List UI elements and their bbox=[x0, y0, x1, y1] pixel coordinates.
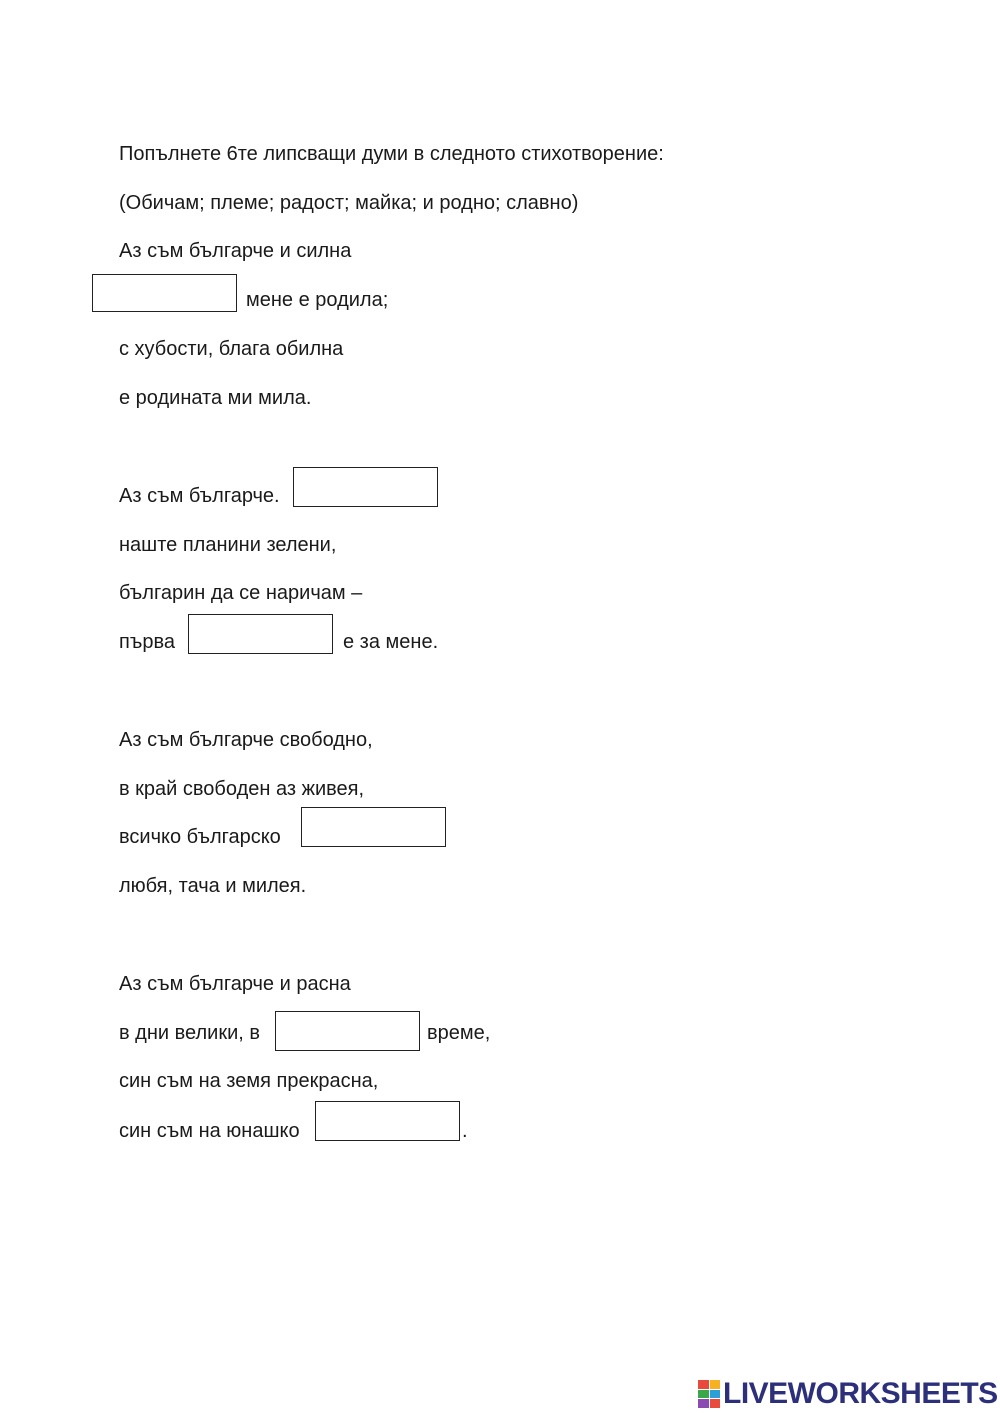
stanza3-line2: в край свободен аз живея, bbox=[119, 778, 365, 800]
word-bank: (Обичам; племе; радост; майка; и родно; славно) bbox=[119, 192, 579, 214]
stanza4-line4-end: . bbox=[462, 1120, 468, 1142]
stanza2-line2: наште планини зелени, bbox=[119, 534, 337, 556]
stanza3-line3: всичко българско bbox=[119, 826, 281, 848]
answer-blank-4[interactable] bbox=[301, 807, 446, 847]
stanza3-line4: любя, тача и милея. bbox=[119, 875, 307, 897]
stanza1-line3: с хубости, блага обилна bbox=[119, 338, 344, 360]
stanza4-line2-start: в дни велики, в bbox=[119, 1022, 260, 1044]
stanza3-line1: Аз съм българче свободно, bbox=[119, 729, 373, 751]
logo-text: LIVEWORKSHEETS bbox=[723, 1377, 998, 1410]
stanza2-line3: българин да се наричам – bbox=[119, 582, 363, 604]
stanza1-line1: Аз съм българче и силна bbox=[119, 240, 352, 262]
instruction-text: Попълнете 6те липсващи думи в следното стихотворение: bbox=[119, 143, 664, 165]
answer-blank-3[interactable] bbox=[188, 614, 333, 654]
answer-blank-6[interactable] bbox=[315, 1101, 460, 1141]
stanza2-line1: Аз съм българче. bbox=[119, 485, 280, 507]
stanza4-line1: Аз съм българче и расна bbox=[119, 973, 351, 995]
logo-blocks-icon bbox=[698, 1380, 720, 1408]
stanza4-line4-start: син съм на юнашко bbox=[119, 1120, 300, 1142]
answer-blank-5[interactable] bbox=[275, 1011, 420, 1051]
stanza2-line4-end: е за мене. bbox=[343, 631, 439, 653]
stanza2-line4-start: първа bbox=[119, 631, 175, 653]
stanza4-line2-end: време, bbox=[427, 1022, 491, 1044]
answer-blank-2[interactable] bbox=[293, 467, 438, 507]
liveworksheets-logo bbox=[698, 1378, 998, 1410]
stanza4-line3: син съм на земя прекрасна, bbox=[119, 1070, 379, 1092]
answer-blank-1[interactable] bbox=[92, 274, 237, 312]
stanza1-line2: мене е родила; bbox=[246, 289, 389, 311]
stanza1-line4: е родината ми мила. bbox=[119, 387, 312, 409]
